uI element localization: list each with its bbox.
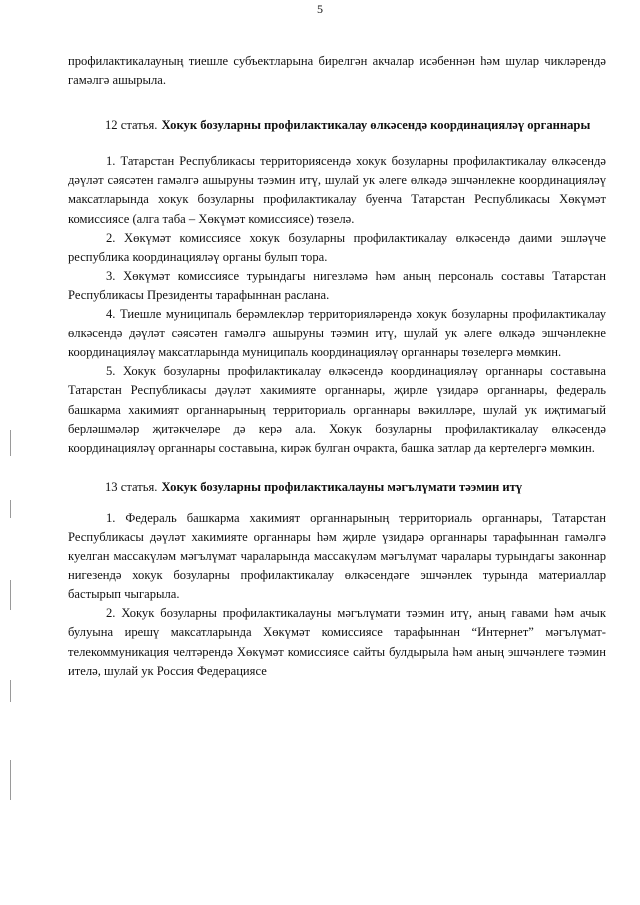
article-13-number: 13 статья.	[105, 479, 158, 494]
article-13-title: Хокук бозуларны профилактикалауны мәгълүмати тәэмин итү	[161, 479, 523, 494]
article-13-heading	[68, 478, 606, 497]
article-12-paragraph-5: 5. Хокук бозуларны профилактикалау өлкәсендә координацияләү органнары составына Татарстан Республикасы дәүләт хакимияте органнары, җирле үзидарә органнары, федераль башкарма хакимият органнарының территориаль органнары вәкилләре, шулай ук иҗтимагый берләшмәләр җитәкчеләре дә керә ала. Хокук бозуларны профилактикалау өлкәсендә координацияләү органнары составына, кирәк булган очракта, башка затлар да кертелергә мөмкин.	[68, 364, 606, 455]
article-12-paragraph-1: 1. Татарстан Республикасы территориясендә хокук бозуларны профилактикалау өлкәсендә дәүләт сәясәтен гамәлгә ашыруны тәэмин итү, шулай ук әлеге өлкәдә эшчәнлекне координацияләү максатларында хокук бозуларны профилактикалау буенча Татарстан Республикасы Хөкүмәт комиссиясе (алга таба – Хөкүмәт комиссиясе) төзелә.	[68, 154, 606, 226]
article-13-paragraph-1: 1. Федераль башкарма хакимият органнарының территориаль органнары, Татарстан Республикасы дәүләт хакимияте органнары һәм җирле үзидарә органнары тарафыннан гамәлгә куелган массакүләм мәгълүмат чараларында массакүләм мәгълүмат чаралары турындагы законнар нигезендә хокук бозуларны профилактикалау өлкәсендәге эшчәнлек турында материаллар бастырып чыгарыла.	[68, 510, 606, 602]
article-12-title: Хокук бозуларны профилактикалау өлкәсендә координацияләү органнары	[161, 118, 591, 133]
article-12-paragraph-4: 4. Тиешле муниципаль берәмлекләр территорияләрендә хокук бозуларны профилактикалау өлкәсендә дәүләт сәясәтен гамәлгә ашыруны тәэмин итү, шулай ук әлеге өлкәдә эшчәнлекне координацияләү максатларында муниципаль координацияләү органнары төзелергә мөмкин.	[68, 307, 606, 360]
scan-margin-marks	[10, 430, 14, 830]
document-body	[68, 52, 606, 681]
article-12-paragraph-2: 2. Хөкүмәт комиссиясе хокук бозуларны профилактикалау өлкәсендә даими эшләүче республика координацияләү органы булып тора.	[68, 230, 606, 264]
article-12-paragraph-3: 3. Хөкүмәт комиссиясе турындагы нигезләмә һәм аның персональ составы Татарстан Республикасы Президенты тарафыннан раслана.	[68, 268, 606, 302]
intro-paragraph: профилактикалауның тиешле субъектларына бирелгән акчалар исәбеннән һәм шулар чикләрендә гамәлгә ашырыла.	[68, 54, 606, 88]
article-12-number: 12 статья.	[105, 118, 158, 133]
article-12-heading	[68, 116, 606, 135]
article-13-paragraph-2: 2. Хокук бозуларны профилактикалауны мәгълүмати тәэмин итү, аның гавами һәм ачык булуына ирешү максатларында Хөкүмәт комиссиясе тарафыннан “Интернет” мәгълүмат-телекоммуникация челтәрендә Хөкүмәт комиссиясе сайты булдырыла һәм аның эшчәнлеге тәэмин ителә, шулай ук Россия Федерациясе	[68, 606, 606, 678]
page-number: 5	[317, 2, 323, 16]
